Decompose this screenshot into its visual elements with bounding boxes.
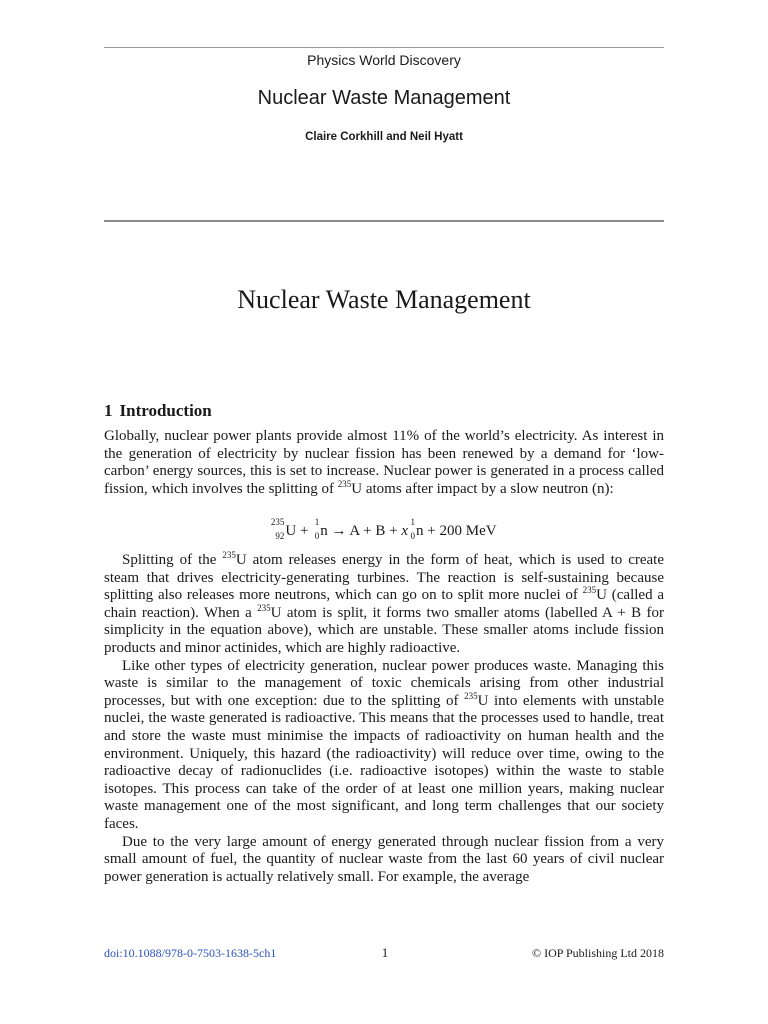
paragraph-2-text-4: U atom is split, it forms two smaller atoms (labelled A + B for simplicity in the equation above), which are unstable. These smaller atoms include fission products and minor actinides, which are highly radioactive. <box>104 604 665 656</box>
uranium-symbol: U <box>285 523 297 539</box>
equation-products: → A + B + <box>327 523 402 539</box>
uranium-nuclide-notation <box>270 517 285 541</box>
chapter-title: Nuclear Waste Management <box>237 285 531 314</box>
copyright-notice: © IOP Publishing Ltd 2018 <box>531 946 664 960</box>
paragraph-2-text-3: U (called a chain reaction). When a <box>104 587 664 621</box>
section-number: 1 <box>104 401 113 420</box>
header-bottom-rule <box>104 220 664 222</box>
neutron-count-variable: x <box>401 523 409 539</box>
released-neutron-mass-number: 1 <box>410 517 416 527</box>
section-title: Introduction <box>119 401 212 420</box>
released-neutron-notation <box>408 517 416 541</box>
series-name: Physics World Discovery <box>307 52 461 68</box>
equation-energy: + 200 MeV <box>423 523 497 539</box>
paragraph-2 <box>104 552 664 658</box>
header-book-title: Nuclear Waste Management <box>257 87 511 109</box>
released-neutron-symbol: n <box>416 523 424 539</box>
paragraph-3 <box>104 658 664 834</box>
isotope-superscript: 235 <box>582 585 597 596</box>
neutron-symbol: n <box>320 523 328 539</box>
fission-equation <box>104 517 664 541</box>
doi-link[interactable]: doi:10.1088/978-0-7503-1638-5ch1 <box>104 946 277 960</box>
isotope-superscript: 235 <box>337 478 352 489</box>
neutron-charge-number: 0 <box>314 531 320 541</box>
paragraph-2-text-2: U atom releases energy in the form of heat, which is used to create steam that drives electricity-generating turbines. The reaction is self-sustaining because splitting also releases more neutrons, which can go on to split more nuclei of <box>104 552 664 604</box>
isotope-superscript: 235 <box>222 550 236 560</box>
paragraph-1 <box>104 428 664 498</box>
paragraph-2-text-1: Splitting of the <box>122 552 223 568</box>
released-neutron-charge-number: 0 <box>410 531 416 541</box>
paragraph-3-text-2: U into elements with unstable nuclei, the waste generated is radioactive. This means that the processes used to handle, treat and store the waste must minimise the impacts of radioactivity on human health and the environment. Uniquely, this hazard (the radioactivity) will reduce over time, owing to the radioactive decay of radionuclides (i.e. radioactive isotopes) within the waste to stable isotopes. This process can take of the order of at least one million years, making nuclear waste management one of the most significant, and long term challenges that our society faces. <box>104 692 664 832</box>
body-paragraphs <box>104 552 664 886</box>
page-number: 1 <box>381 945 389 960</box>
paragraph-1-text-b: U atoms after impact by a slow neutron (n): <box>351 480 614 497</box>
paragraph-3-text-1: Like other types of electricity generation, nuclear power produces waste. Managing this waste is similar to the management of toxic chemicals arising from other industrial processes, but with one exception: due to the splitting of <box>104 657 664 709</box>
equation-plus: + <box>296 523 313 539</box>
isotope-superscript: 235 <box>464 690 478 701</box>
neutron-mass-number: 1 <box>314 517 320 527</box>
section-heading <box>104 401 212 421</box>
neutron-nuclide-notation <box>312 517 320 541</box>
authors: Claire Corkhill and Neil Hyatt <box>305 131 463 143</box>
isotope-superscript: 235 <box>257 602 271 613</box>
header-top-rule <box>104 47 664 48</box>
uranium-mass-number: 235 <box>270 517 285 527</box>
uranium-atomic-number: 92 <box>275 531 285 541</box>
paragraph-1-text-a: Globally, nuclear power plants provide almost 11% of the world’s electricity. As interest in the generation of electricity by nuclear fission has been renewed by a demand for ‘low-carbon’ energy sources, this is set to increase. Nuclear power is generated in a process called fission, which involves the splitting of <box>104 428 664 497</box>
paragraph-4: Due to the very large amount of energy generated through nuclear fission from a very small amount of fuel, the quantity of nuclear waste from the last 60 years of civil nuclear power generation is actually relatively small. For example, the average <box>104 833 664 885</box>
